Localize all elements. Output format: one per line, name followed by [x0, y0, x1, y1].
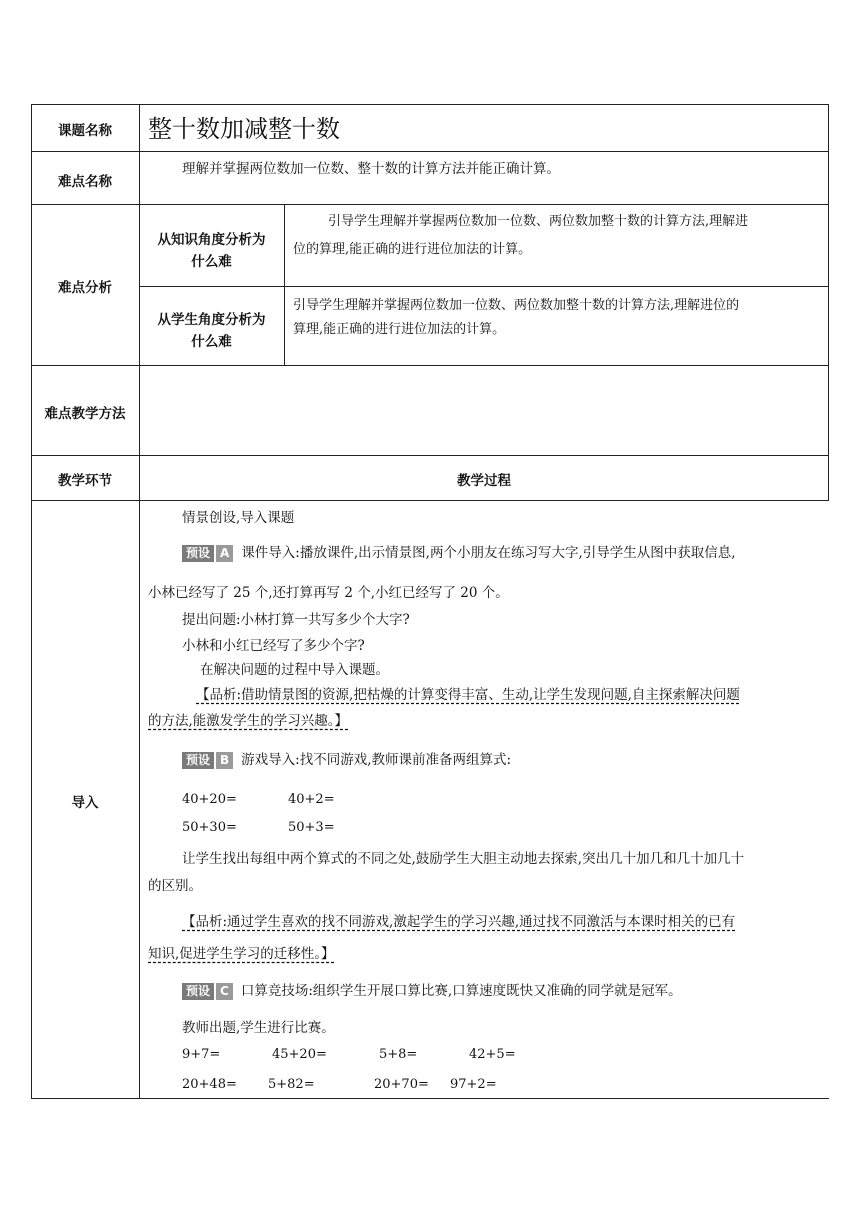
- preset-b-paragraph: 的区别。: [148, 878, 202, 894]
- student-analysis-line: 引导学生理解并掌握两位数加一位数、两位数加整十数的计算方法,理解进位的: [293, 298, 740, 313]
- preset-a-question: 提出问题:小林打算一共写多少个大字?: [182, 612, 410, 628]
- table-border-bottom: [31, 1098, 829, 1099]
- preset-b-analysis: 知识,促进学生学习的迁移性。】: [148, 946, 335, 962]
- preset-b-analysis: 【品析:通过学生喜欢的找不同游戏,激起学生的学习兴趣,通过找不同激活与本课时相关的已有: [182, 914, 736, 930]
- preset-a-line: 小林已经写了 25 个,还打算再写 2 个,小红已经写了 20 个。: [148, 585, 509, 601]
- row-label-difficulty-name: 难点名称: [58, 174, 112, 190]
- column-divider: [284, 204, 285, 365]
- preset-c-line: 教师出题,学生进行比赛。: [182, 1020, 335, 1036]
- row-divider: [31, 204, 829, 205]
- row-label-teaching-method: 难点教学方法: [44, 406, 126, 422]
- course-title: 整十数加减整十数: [148, 115, 340, 143]
- preset-a-analysis: 【品析:借助情景图的资源,把枯燥的计算变得丰富、生动,让学生发现问题,自主探索解决问题: [196, 687, 740, 703]
- student-analysis-line: 算理,能正确的进行进位加法的计算。: [293, 322, 506, 337]
- equation: 5+82=: [268, 1077, 315, 1092]
- preset-c-badge: 预设 C: [182, 983, 233, 1000]
- equation: 9+7=: [182, 1047, 221, 1062]
- preset-a-question: 在解决问题的过程中导入课题。: [200, 662, 389, 678]
- student-label-line: 从学生角度分析为: [157, 312, 266, 328]
- equation: 40+20=: [182, 792, 237, 807]
- preset-c: [182, 978, 682, 1004]
- row-divider: [139, 286, 829, 287]
- difficulty-name-text: 理解并掌握两位数加一位数、整十数的计算方法并能正确计算。: [182, 161, 560, 177]
- preset-b-badge: 预设 B: [182, 752, 233, 769]
- preset-b: [182, 747, 511, 773]
- row-label-difficulty-analysis: 难点分析: [58, 280, 112, 296]
- student-label: [139, 309, 284, 353]
- preset-c-text: 口算竞技场:组织学生开展口算比赛,口算速度既快又准确的同学就是冠军。: [240, 983, 682, 999]
- preset-b-text: 游戏导入:找不同游戏,教师课前准备两组算式:: [241, 752, 512, 768]
- knowledge-analysis-line: 位的算理,能正确的进行进位加法的计算。: [293, 242, 532, 257]
- equation: 20+70=: [374, 1077, 429, 1092]
- section-label-intro: 导入: [71, 795, 99, 811]
- equation: 42+5=: [469, 1047, 516, 1062]
- equation: 50+30=: [182, 820, 237, 835]
- row-divider: [31, 455, 829, 456]
- table-border-left: [31, 104, 32, 1098]
- knowledge-label: [139, 229, 284, 273]
- equation: 97+2=: [450, 1077, 497, 1092]
- table-border-right: [828, 104, 829, 500]
- table-border-top: [31, 104, 829, 105]
- knowledge-label-line: 从知识角度分析为: [157, 232, 266, 248]
- equation: 40+2=: [288, 792, 335, 807]
- row-label-course-name: 课题名称: [58, 123, 112, 139]
- row-divider: [31, 500, 829, 501]
- knowledge-analysis-line: 引导学生理解并掌握两位数加一位数、两位数加整十数的计算方法,理解进: [328, 214, 749, 229]
- equation: 5+8=: [379, 1047, 418, 1062]
- preset-a: [182, 540, 736, 566]
- row-label-teaching-stage: 教学环节: [58, 473, 112, 489]
- knowledge-label-line: 什么难: [191, 254, 232, 270]
- row-divider: [31, 151, 829, 152]
- preset-b-paragraph: 让学生找出每组中两个算式的不同之处,鼓励学生大胆主动地去探索,突出几十加几和几十加几十: [182, 851, 745, 867]
- teaching-process-header: 教学过程: [457, 473, 511, 489]
- preset-a-question: 小林和小红已经写了多少个字?: [182, 638, 365, 654]
- equation: 50+3=: [288, 820, 335, 835]
- preset-a-badge: 预设 A: [182, 545, 233, 562]
- row-divider: [31, 365, 829, 366]
- equation: 45+20=: [272, 1047, 327, 1062]
- equation: 20+48=: [182, 1077, 237, 1092]
- preset-a-analysis: 的方法,能激发学生的学习兴趣。】: [148, 713, 349, 729]
- student-label-line: 什么难: [191, 334, 232, 350]
- preset-a-text: 课件导入:播放课件,出示情景图,两个小朋友在练习写大字,引导学生从图中获取信息,: [241, 545, 736, 561]
- section-heading: 情景创设,导入课题: [182, 510, 295, 526]
